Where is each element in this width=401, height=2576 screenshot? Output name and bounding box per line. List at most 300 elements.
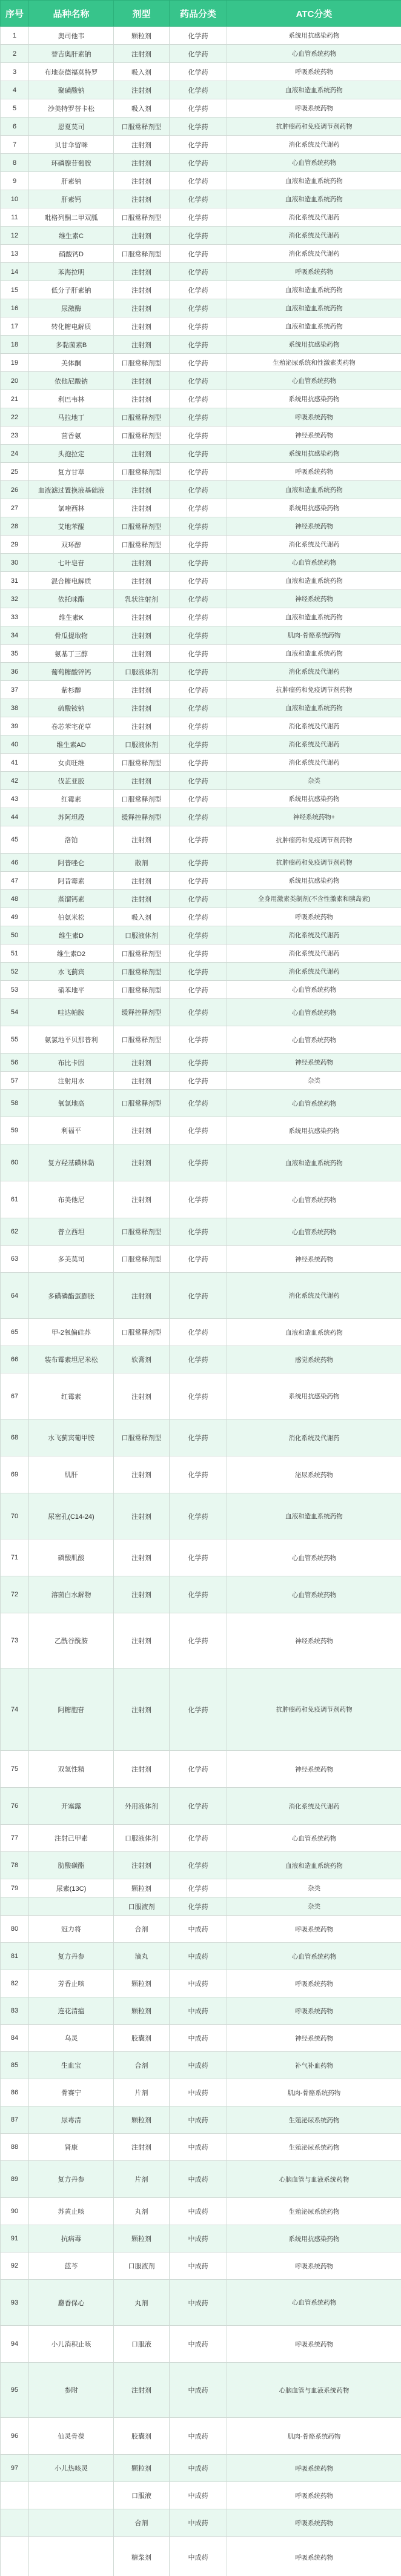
cell-form: 注射剂 <box>114 445 170 463</box>
table-row <box>1 699 401 717</box>
table-row <box>1 336 401 354</box>
cell-name: 苏阿坦段 <box>29 808 114 826</box>
cell-atc: 呼吸系统药物 <box>227 2326 401 2363</box>
table-row <box>1 81 401 99</box>
cell-name: 环磷腺苷葡胺 <box>29 154 114 172</box>
cell-form: 口服常释剂型 <box>114 463 170 481</box>
cell-form: 注射剂 <box>114 872 170 890</box>
cell-atc: 呼吸系统药物 <box>227 1970 401 1997</box>
cell-form: 注射剂 <box>114 136 170 154</box>
cell-category: 化学药 <box>170 1493 227 1539</box>
cell-seq <box>1 2482 29 2509</box>
cell-category: 化学药 <box>170 499 227 517</box>
table-row <box>1 1539 401 1576</box>
cell-seq: 82 <box>1 1970 29 1997</box>
table-body <box>1 27 401 2576</box>
cell-category: 化学药 <box>170 263 227 281</box>
cell-category: 化学药 <box>170 354 227 372</box>
table-row <box>1 2225 401 2252</box>
cell-atc: 血液和造血系统药物 <box>227 317 401 336</box>
cell-name: 氧氯地高 <box>29 1090 114 1117</box>
table-row <box>1 663 401 681</box>
table-row <box>1 1613 401 1668</box>
table-row <box>1 590 401 608</box>
cell-atc: 系统用抗感染药物 <box>227 499 401 517</box>
cell-form: 注射剂 <box>114 645 170 663</box>
cell-atc: 血液和造血系统药物 <box>227 572 401 590</box>
cell-seq: 63 <box>1 1246 29 1273</box>
table-row <box>1 717 401 735</box>
table-row <box>1 317 401 336</box>
cell-category: 化学药 <box>170 1218 227 1246</box>
cell-form: 注射剂 <box>114 1373 170 1419</box>
cell-name: 伐芷亚胶 <box>29 772 114 790</box>
cell-seq: 51 <box>1 944 29 963</box>
cell-atc: 消化系统及代谢药 <box>227 717 401 735</box>
cell-form: 颗粒剂 <box>114 27 170 45</box>
cell-seq: 80 <box>1 1916 29 1943</box>
cell-atc: 神经系统药物 <box>227 1751 401 1788</box>
cell-atc: 呼吸系统药物 <box>227 63 401 81</box>
cell-category: 化学药 <box>170 663 227 681</box>
cell-name: 维生素D2 <box>29 944 114 963</box>
cell-atc: 心血管系统药物 <box>227 1825 401 1852</box>
table-row <box>1 1319 401 1346</box>
cell-atc: 系统用抗感染药物 <box>227 2225 401 2252</box>
cell-name: 葡萄糖酸锌钙 <box>29 663 114 681</box>
cell-atc: 肌肉-骨骼系统药物 <box>227 2418 401 2455</box>
cell-category: 化学药 <box>170 99 227 118</box>
cell-atc: 杂类 <box>227 1897 401 1916</box>
cell-name: 冠力将 <box>29 1916 114 1943</box>
cell-seq: 28 <box>1 517 29 536</box>
cell-form: 胶囊剂 <box>114 2025 170 2052</box>
cell-atc: 消化系统及代谢药 <box>227 735 401 754</box>
cell-form: 散剂 <box>114 854 170 872</box>
cell-form: 颗粒剂 <box>114 2225 170 2252</box>
table-row <box>1 1668 401 1751</box>
cell-form: 口服常释剂型 <box>114 1246 170 1273</box>
cell-form: 注射剂 <box>114 572 170 590</box>
table-row <box>1 190 401 208</box>
cell-name: 氨氯地平贝那普利 <box>29 1026 114 1054</box>
cell-name: 洛铂 <box>29 826 114 854</box>
cell-category: 化学药 <box>170 390 227 408</box>
table-row <box>1 1879 401 1897</box>
cell-atc: 消化系统及代谢药 <box>227 926 401 944</box>
cell-atc: 呼吸系统药物 <box>227 263 401 281</box>
cell-category: 化学药 <box>170 1788 227 1825</box>
cell-form: 注射剂 <box>114 826 170 854</box>
cell-seq <box>1 2537 29 2576</box>
cell-form: 注射剂 <box>114 1456 170 1493</box>
cell-name: 多黏菌素B <box>29 336 114 354</box>
table-row <box>1 281 401 299</box>
cell-category: 化学药 <box>170 963 227 981</box>
cell-seq: 14 <box>1 263 29 281</box>
cell-seq: 24 <box>1 445 29 463</box>
cell-form: 注射剂 <box>114 1072 170 1090</box>
cell-seq: 78 <box>1 1852 29 1879</box>
cell-atc: 心血管系统药物 <box>227 372 401 390</box>
cell-form: 注射剂 <box>114 336 170 354</box>
cell-seq: 69 <box>1 1456 29 1493</box>
table-row <box>1 63 401 81</box>
cell-seq: 43 <box>1 790 29 808</box>
cell-form: 注射剂 <box>114 281 170 299</box>
cell-atc: 心血管系统药物 <box>227 1218 401 1246</box>
cell-atc: 呼吸系统药物 <box>227 1997 401 2025</box>
cell-name: 装布霉素坦尼米松 <box>29 1346 114 1373</box>
cell-seq: 41 <box>1 754 29 772</box>
cell-form: 吸入剂 <box>114 908 170 926</box>
cell-name: 女贞旺维 <box>29 754 114 772</box>
cell-form: 口服常释剂型 <box>114 1026 170 1054</box>
cell-atc: 心脑血管与血液系统药物 <box>227 2161 401 2198</box>
cell-seq: 40 <box>1 735 29 754</box>
cell-seq: 29 <box>1 536 29 554</box>
table-row <box>1 2280 401 2326</box>
cell-form: 注射剂 <box>114 772 170 790</box>
cell-seq: 22 <box>1 408 29 427</box>
cell-seq: 30 <box>1 554 29 572</box>
cell-seq: 7 <box>1 136 29 154</box>
table-row <box>1 1346 401 1373</box>
table-row <box>1 2161 401 2198</box>
cell-atc: 补气补血药物 <box>227 2052 401 2079</box>
cell-name: 血液滤过置换液基础液 <box>29 481 114 499</box>
table-row <box>1 1218 401 1246</box>
cell-atc: 消化系统及代谢药 <box>227 963 401 981</box>
cell-seq: 77 <box>1 1825 29 1852</box>
cell-seq: 76 <box>1 1788 29 1825</box>
cell-category: 化学药 <box>170 27 227 45</box>
cell-form: 口服常释剂型 <box>114 963 170 981</box>
cell-seq: 54 <box>1 999 29 1026</box>
cell-atc: 消化系统及代谢药 <box>227 536 401 554</box>
cell-category: 化学药 <box>170 317 227 336</box>
cell-form: 注射剂 <box>114 317 170 336</box>
cell-name: 尿毒清 <box>29 2106 114 2134</box>
cell-name: 乙酰谷酰胺 <box>29 1613 114 1668</box>
cell-atc: 消化系统及代谢药 <box>227 1788 401 1825</box>
cell-seq: 79 <box>1 1879 29 1897</box>
table-row <box>1 499 401 517</box>
cell-form: 口服液剂 <box>114 2252 170 2280</box>
cell-name: 蓝芩 <box>29 2252 114 2280</box>
cell-seq: 9 <box>1 172 29 190</box>
cell-category: 化学药 <box>170 681 227 699</box>
cell-seq: 31 <box>1 572 29 590</box>
cell-atc: 呼吸系统药物 <box>227 2537 401 2576</box>
cell-atc: 全身用激素类制剂(不含性激素和胰岛素) <box>227 890 401 908</box>
cell-name: 布美他尼 <box>29 1181 114 1218</box>
cell-category: 化学药 <box>170 1273 227 1319</box>
cell-category: 中成药 <box>170 2418 227 2455</box>
cell-category: 化学药 <box>170 1419 227 1456</box>
table-row <box>1 772 401 790</box>
table-row <box>1 2134 401 2161</box>
cell-seq: 74 <box>1 1668 29 1751</box>
cell-seq: 37 <box>1 681 29 699</box>
cell-seq: 61 <box>1 1181 29 1218</box>
cell-seq: 57 <box>1 1072 29 1090</box>
cell-seq: 32 <box>1 590 29 608</box>
cell-name: 维生素AD <box>29 735 114 754</box>
cell-form: 注射剂 <box>114 1613 170 1668</box>
cell-name: 依他尼酸钠 <box>29 372 114 390</box>
cell-category: 化学药 <box>170 890 227 908</box>
cell-seq: 89 <box>1 2161 29 2198</box>
cell-name: 尿密孔(C14-24) <box>29 1493 114 1539</box>
cell-seq: 47 <box>1 872 29 890</box>
cell-atc: 呼吸系统药物 <box>227 908 401 926</box>
cell-name: 双氢性精 <box>29 1751 114 1788</box>
cell-category: 化学药 <box>170 1181 227 1218</box>
cell-seq: 17 <box>1 317 29 336</box>
cell-atc: 杂类 <box>227 1879 401 1897</box>
cell-name <box>29 2509 114 2537</box>
cell-seq: 86 <box>1 2079 29 2106</box>
cell-name: 茴香氨 <box>29 427 114 445</box>
cell-name: 氯喹西林 <box>29 499 114 517</box>
cell-category: 化学药 <box>170 754 227 772</box>
table-row <box>1 517 401 536</box>
cell-name: 低分子肝素钠 <box>29 281 114 299</box>
cell-name: 卷芯苯宅花草 <box>29 717 114 735</box>
table-row <box>1 999 401 1026</box>
cell-name: 红霉素 <box>29 1373 114 1419</box>
cell-seq: 19 <box>1 354 29 372</box>
cell-name: 奥司他韦 <box>29 27 114 45</box>
cell-category: 化学药 <box>170 826 227 854</box>
cell-name: 苏黄止咳 <box>29 2198 114 2225</box>
cell-name: 聚磺酸钠 <box>29 81 114 99</box>
cell-seq: 35 <box>1 645 29 663</box>
cell-atc: 呼吸系统药物 <box>227 1916 401 1943</box>
cell-form: 丸剂 <box>114 2280 170 2326</box>
cell-name: 开塞露 <box>29 1788 114 1825</box>
table-row <box>1 1456 401 1493</box>
cell-form: 注射剂 <box>114 1576 170 1613</box>
cell-name: 利巴韦林 <box>29 390 114 408</box>
cell-name: 转化糖电解质 <box>29 317 114 336</box>
cell-category: 化学药 <box>170 427 227 445</box>
cell-seq: 16 <box>1 299 29 317</box>
cell-seq: 90 <box>1 2198 29 2225</box>
table-row <box>1 963 401 981</box>
cell-form: 胶囊剂 <box>114 2418 170 2455</box>
cell-seq: 46 <box>1 854 29 872</box>
table-row <box>1 2509 401 2537</box>
cell-form: 注射剂 <box>114 626 170 645</box>
cell-seq: 8 <box>1 154 29 172</box>
cell-seq: 23 <box>1 427 29 445</box>
table-row <box>1 681 401 699</box>
cell-category: 化学药 <box>170 1668 227 1751</box>
cell-form: 颗粒剂 <box>114 2106 170 2134</box>
cell-form: 注射剂 <box>114 154 170 172</box>
cell-category: 中成药 <box>170 2161 227 2198</box>
cell-category: 中成药 <box>170 2363 227 2418</box>
cell-seq: 27 <box>1 499 29 517</box>
cell-seq: 4 <box>1 81 29 99</box>
cell-name: 仙灵骨葆 <box>29 2418 114 2455</box>
cell-seq: 34 <box>1 626 29 645</box>
cell-name: 美体酮 <box>29 354 114 372</box>
cell-category: 化学药 <box>170 1246 227 1273</box>
cell-category: 化学药 <box>170 1072 227 1090</box>
table-row <box>1 981 401 999</box>
cell-category: 化学药 <box>170 1879 227 1897</box>
cell-seq: 67 <box>1 1373 29 1419</box>
table-row <box>1 1054 401 1072</box>
cell-category: 化学药 <box>170 336 227 354</box>
table-row <box>1 926 401 944</box>
cell-category: 中成药 <box>170 2134 227 2161</box>
cell-seq: 58 <box>1 1090 29 1117</box>
cell-seq: 73 <box>1 1613 29 1668</box>
cell-seq: 42 <box>1 772 29 790</box>
table-row <box>1 1943 401 1970</box>
cell-seq: 68 <box>1 1419 29 1456</box>
cell-category: 中成药 <box>170 2025 227 2052</box>
cell-form: 注射剂 <box>114 554 170 572</box>
table-row <box>1 1144 401 1181</box>
table-row <box>1 1181 401 1218</box>
header-name: 品种名称 <box>29 1 114 27</box>
cell-form: 口服液体剂 <box>114 1825 170 1852</box>
table-row <box>1 481 401 499</box>
cell-form: 糖浆剂 <box>114 2537 170 2576</box>
cell-form: 软膏剂 <box>114 1346 170 1373</box>
table-row <box>1 1576 401 1613</box>
cell-category: 化学药 <box>170 172 227 190</box>
cell-category: 化学药 <box>170 944 227 963</box>
cell-name: 肝素钙 <box>29 190 114 208</box>
cell-name: 硝苯地平 <box>29 981 114 999</box>
cell-name: 水飞蓟宾葡甲胺 <box>29 1419 114 1456</box>
cell-form: 注射剂 <box>114 499 170 517</box>
cell-seq: 93 <box>1 2280 29 2326</box>
cell-name: 乌灵 <box>29 2025 114 2052</box>
table-row <box>1 354 401 372</box>
cell-category: 化学药 <box>170 245 227 263</box>
cell-name: 肾康 <box>29 2134 114 2161</box>
table-row <box>1 1970 401 1997</box>
cell-form: 注射剂 <box>114 263 170 281</box>
cell-category: 化学药 <box>170 999 227 1026</box>
table-row <box>1 908 401 926</box>
cell-category: 化学药 <box>170 118 227 136</box>
cell-name: 磷酸肌酸 <box>29 1539 114 1576</box>
cell-form: 注射剂 <box>114 1493 170 1539</box>
table-row <box>1 263 401 281</box>
cell-category: 化学药 <box>170 981 227 999</box>
cell-seq: 12 <box>1 227 29 245</box>
cell-name: 麝香保心 <box>29 2280 114 2326</box>
cell-name: 替吉奥肝素钠 <box>29 45 114 63</box>
table-row <box>1 118 401 136</box>
table-row <box>1 2106 401 2134</box>
cell-name <box>29 2537 114 2576</box>
cell-atc: 血液和造血系统药物 <box>227 699 401 717</box>
cell-atc: 系统用抗感染药物 <box>227 1373 401 1419</box>
cell-seq: 75 <box>1 1751 29 1788</box>
cell-category: 化学药 <box>170 1144 227 1181</box>
table-row <box>1 854 401 872</box>
cell-form: 注射剂 <box>114 1539 170 1576</box>
cell-category: 化学药 <box>170 1852 227 1879</box>
cell-seq: 3 <box>1 63 29 81</box>
cell-form: 口服常释剂型 <box>114 427 170 445</box>
cell-seq: 66 <box>1 1346 29 1373</box>
table-row <box>1 2025 401 2052</box>
cell-seq: 53 <box>1 981 29 999</box>
cell-name: 溶菌白水解物 <box>29 1576 114 1613</box>
cell-atc: 血液和造血系统药物 <box>227 608 401 626</box>
cell-form: 注射剂 <box>114 890 170 908</box>
cell-seq: 11 <box>1 208 29 227</box>
cell-seq: 72 <box>1 1576 29 1613</box>
cell-category: 化学药 <box>170 408 227 427</box>
cell-seq: 18 <box>1 336 29 354</box>
table-row <box>1 2052 401 2079</box>
table-row <box>1 427 401 445</box>
cell-category: 化学药 <box>170 1026 227 1054</box>
cell-form: 注射剂 <box>114 372 170 390</box>
cell-name: 阿普唑仑 <box>29 854 114 872</box>
table-row <box>1 2482 401 2509</box>
cell-atc: 杂类 <box>227 772 401 790</box>
cell-seq: 45 <box>1 826 29 854</box>
cell-category: 化学药 <box>170 1319 227 1346</box>
cell-name: 甲-2氧偏硅苏 <box>29 1319 114 1346</box>
cell-atc: 系统用抗感染药物 <box>227 390 401 408</box>
cell-seq: 49 <box>1 908 29 926</box>
cell-category: 化学药 <box>170 808 227 826</box>
cell-name: 布地奈德福莫特罗 <box>29 63 114 81</box>
table-row <box>1 154 401 172</box>
cell-atc: 呼吸系统药物 <box>227 2252 401 2280</box>
cell-atc: 消化系统及代谢药 <box>227 754 401 772</box>
cell-form: 丸剂 <box>114 2198 170 2225</box>
cell-name: 吡格列酮二甲双胍 <box>29 208 114 227</box>
cell-category: 化学药 <box>170 1373 227 1419</box>
cell-seq: 26 <box>1 481 29 499</box>
cell-form: 注射剂 <box>114 681 170 699</box>
cell-seq <box>1 1897 29 1916</box>
cell-name: 恩夏莫司 <box>29 118 114 136</box>
cell-seq: 65 <box>1 1319 29 1346</box>
cell-form: 颗粒剂 <box>114 2455 170 2482</box>
cell-form: 口服常释剂型 <box>114 1218 170 1246</box>
cell-form: 口服常释剂型 <box>114 517 170 536</box>
cell-atc: 血液和造血系统药物 <box>227 172 401 190</box>
cell-atc: 神经系统药物 <box>227 2025 401 2052</box>
cell-atc: 消化系统及代谢药 <box>227 227 401 245</box>
cell-atc: 心血管系统药物 <box>227 45 401 63</box>
cell-form: 颗粒剂 <box>114 1970 170 1997</box>
cell-name: 沙美特罗替卡松 <box>29 99 114 118</box>
cell-atc: 呼吸系统药物 <box>227 408 401 427</box>
cell-category: 化学药 <box>170 517 227 536</box>
cell-seq: 21 <box>1 390 29 408</box>
cell-seq: 91 <box>1 2225 29 2252</box>
header-atc: ATC分类 <box>227 1 401 27</box>
cell-category: 化学药 <box>170 735 227 754</box>
cell-category: 化学药 <box>170 1090 227 1117</box>
